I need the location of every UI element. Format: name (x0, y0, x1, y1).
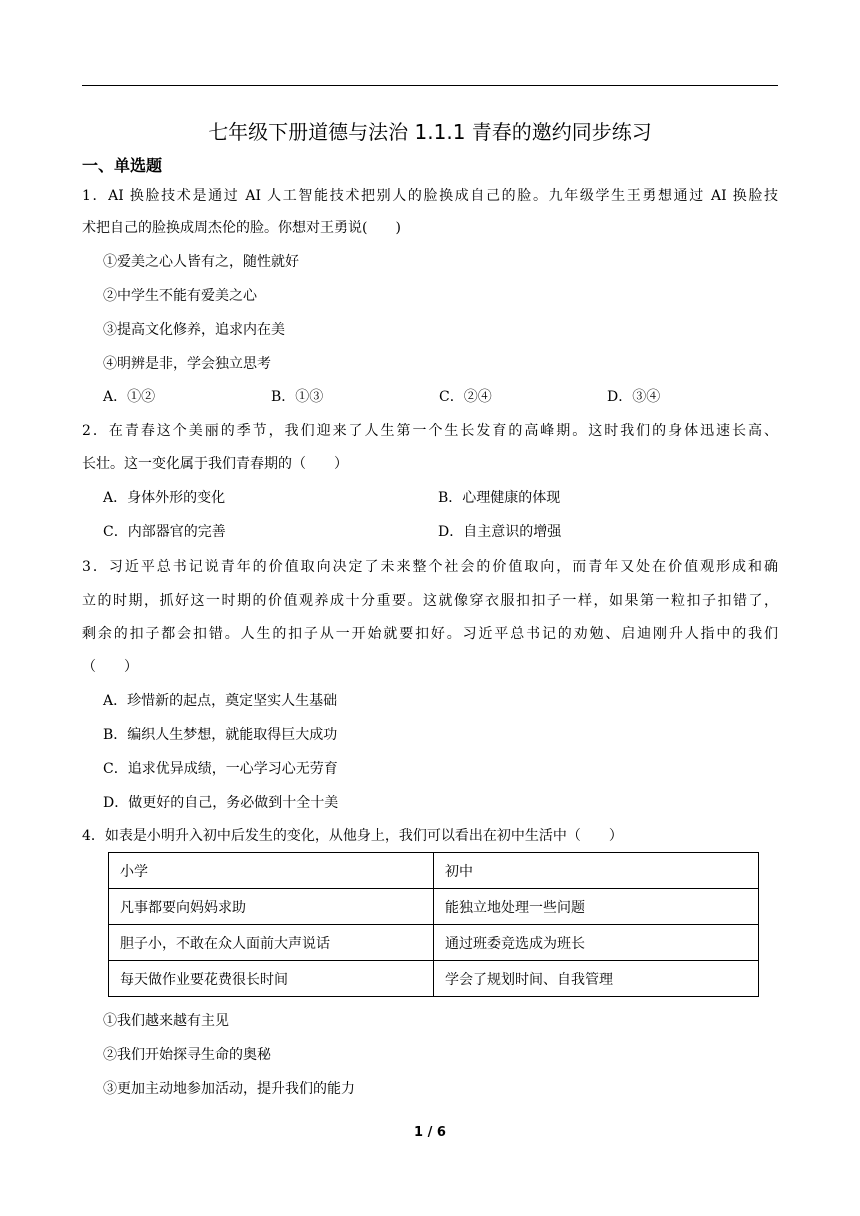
q2-option-a: A．身体外形的变化 (103, 490, 226, 506)
q4-item: ②我们开始探寻生命的奥秘 (103, 1047, 271, 1063)
q1-option-b: B．①③ (271, 389, 324, 405)
table-cell: 学会了规划时间、自我管理 (434, 961, 759, 997)
table-cell: 凡事都要向妈妈求助 (109, 889, 434, 925)
comparison-table (108, 852, 759, 997)
q3-option-a: A．珍惜新的起点，奠定坚实人生基础 (103, 693, 338, 709)
q2-option-c: C．内部器官的完善 (103, 524, 226, 540)
table-row (109, 961, 759, 997)
section-heading: 一、单选题 (82, 156, 163, 175)
q1-item: ④明辨是非，学会独立思考 (103, 356, 271, 372)
q1-option-a: A．①② (103, 389, 156, 405)
q3-stem-line2: 立的时期，抓好这一时期的价值观养成十分重要。这就像穿衣服扣扣子一样，如果第一粒扣子扣错了， (82, 593, 778, 609)
table-cell: 通过班委竞选成为班长 (434, 925, 759, 961)
q1-stem-line1: 1．AI 换脸技术是通过 AI 人工智能技术把别人的脸换成自己的脸。九年级学生王勇想通过 AI 换脸技 (82, 188, 778, 204)
q2-stem-line2: 长壮。这一变化属于我们青春期的（ ） (82, 456, 348, 472)
q3-option-b: B．编织人生梦想，就能取得巨大成功 (103, 727, 338, 743)
q3-stem-line1: 3．习近平总书记说青年的价值取向决定了未来整个社会的价值取向，而青年又处在价值观形成和确 (82, 559, 778, 575)
table-row (109, 925, 759, 961)
table-row (109, 889, 759, 925)
table-cell: 能独立地处理一些问题 (434, 889, 759, 925)
page-title: 七年级下册道德与法治 1.1.1 青春的邀约同步练习 (208, 120, 652, 144)
q4-item: ①我们越来越有主见 (103, 1013, 229, 1029)
q4-item: ③更加主动地参加活动，提升我们的能力 (103, 1081, 355, 1097)
header-rule (82, 85, 778, 86)
q1-stem-line2: 术把自己的脸换成周杰伦的脸。你想对王勇说( ) (82, 220, 401, 236)
q2-option-d: D．自主意识的增强 (438, 524, 562, 540)
q2-option-b: B．心理健康的体现 (438, 490, 561, 506)
q1-item: ②中学生不能有爱美之心 (103, 288, 257, 304)
table-header-cell: 小学 (109, 853, 434, 889)
q3-stem-line4: （ ） (82, 659, 138, 675)
q3-option-d: D．做更好的自己，务必做到十全十美 (103, 795, 339, 811)
q4-stem: 4．如表是小明升入初中后发生的变化，从他身上，我们可以看出在初中生活中（ ） (82, 828, 623, 844)
page-number: 1 / 6 (414, 1125, 446, 1140)
q1-option-c: C．②④ (439, 389, 492, 405)
q3-option-c: C．追求优异成绩，一心学习心无劳育 (103, 761, 338, 777)
q1-option-d: D．③④ (607, 389, 661, 405)
q3-stem-line3: 剩余的扣子都会扣错。人生的扣子从一开始就要扣好。习近平总书记的劝勉、启迪刚升人指中的我们 (82, 626, 778, 642)
table-header-cell: 初中 (434, 853, 759, 889)
table-cell: 每天做作业要花费很长时间 (109, 961, 434, 997)
q2-stem-line1: 2．在青春这个美丽的季节，我们迎来了人生第一个生长发育的高峰期。这时我们的身体迅速长高、 (82, 423, 778, 439)
table-cell: 胆子小，不敢在众人面前大声说话 (109, 925, 434, 961)
q1-item: ①爱美之心人皆有之，随性就好 (103, 254, 299, 270)
q1-item: ③提高文化修养，追求内在美 (103, 322, 285, 338)
table-header-row (109, 853, 759, 889)
